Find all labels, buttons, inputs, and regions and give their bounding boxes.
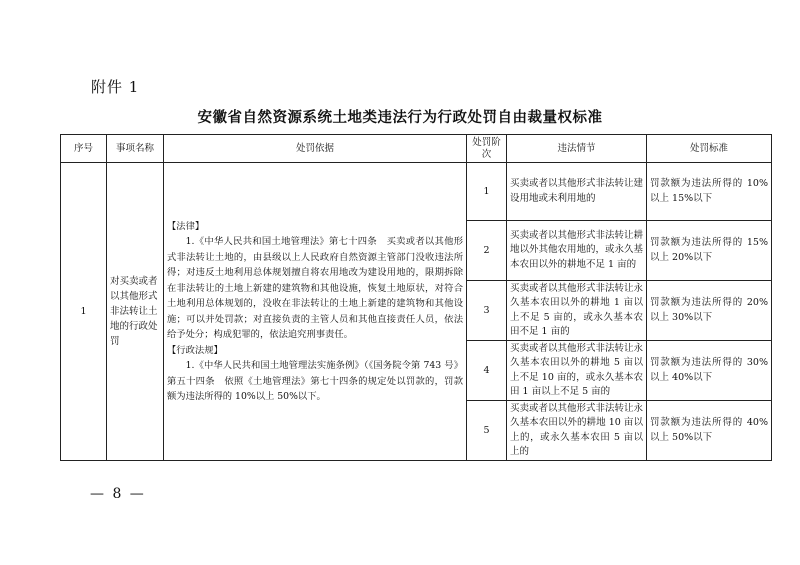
header-basis: 处罚依据 — [164, 135, 467, 163]
level-count: 3 — [467, 281, 507, 341]
penalty-standards-table — [60, 134, 772, 461]
header-item: 事项名称 — [107, 135, 164, 163]
header-circumstance: 违法情节 — [507, 135, 647, 163]
table-header-row — [61, 135, 772, 163]
level-standard: 罚款额为违法所得的 10%以上 15%以下 — [647, 163, 772, 221]
row-seq: 1 — [61, 163, 107, 461]
level-count: 2 — [467, 221, 507, 281]
basis-reg-text: 1.《中华人民共和国土地管理法实施条例》（《国务院令第 743 号》第五十四条 依照《土地管理法》第七十四条的规定处以罚款的，罚款额为违法所得的 10%以上 50%以下。 — [167, 360, 463, 402]
level-circumstance: 买卖或者以其他形式非法转让建设用地或未利用地的 — [507, 163, 647, 221]
level-circumstance: 买卖或者以其他形式非法转让永久基本农田以外的耕地 5 亩以上不足 10 亩的，或永久基本农田 1 亩以上不足 5 亩的 — [507, 341, 647, 401]
level-circumstance: 买卖或者以其他形式非法转让耕地以外其他农用地的，或永久基本农田以外的耕地不足 1 亩的 — [507, 221, 647, 281]
attachment-label: 附件 1 — [91, 78, 140, 96]
level-count: 4 — [467, 341, 507, 401]
page-number: — 8 — — [90, 486, 146, 502]
row-basis — [164, 163, 467, 461]
table-row — [61, 163, 772, 221]
level-circumstance: 买卖或者以其他形式非法转让永久基本农田以外的耕地 10 亩以上的，或永久基本农田 5 亩以上的 — [507, 401, 647, 461]
level-standard: 罚款额为违法所得的 15%以上 20%以下 — [647, 221, 772, 281]
level-standard: 罚款额为违法所得的 30%以上 40%以下 — [647, 341, 772, 401]
row-item-name: 对买卖或者以其他形式非法转让土地的行政处罚 — [107, 163, 164, 461]
level-count: 5 — [467, 401, 507, 461]
basis-reg-heading: 【行政法规】 — [167, 344, 223, 356]
level-circumstance: 买卖或者以其他形式非法转让永久基本农田以外的耕地 1 亩以上不足 5 亩的，或永久基本农田不足 1 亩的 — [507, 281, 647, 341]
header-count: 处罚阶次 — [467, 135, 507, 163]
header-seq: 序号 — [61, 135, 107, 163]
basis-law-text: 1.《中华人民共和国土地管理法》第七十四条 买卖或者以其他形式非法转让土地的，由县级以上人民政府自然资源主管部门没收违法所得；对违反土地利用总体规划擅自将农用地改为建设用地的，限期拆除在非法转让的土地上新建的建筑物和其他设施，恢复土地原状，对符合土地利用总体规划的，没收在非法转让的土地上新建的建筑物和其他设施；可以并处罚款；对直接负责的主管人员和其他直接责任人员，依法给予处分；构成犯罪的，依法追究刑事责任。 — [167, 236, 463, 340]
document-title: 安徽省自然资源系统土地类违法行为行政处罚自由裁量权标准 — [197, 109, 603, 126]
header-standard: 处罚标准 — [647, 135, 772, 163]
basis-law-heading: 【法律】 — [167, 220, 205, 232]
level-count: 1 — [467, 163, 507, 221]
level-standard: 罚款额为违法所得的 40%以上 50%以下 — [647, 401, 772, 461]
level-standard: 罚款额为违法所得的 20%以上 30%以下 — [647, 281, 772, 341]
